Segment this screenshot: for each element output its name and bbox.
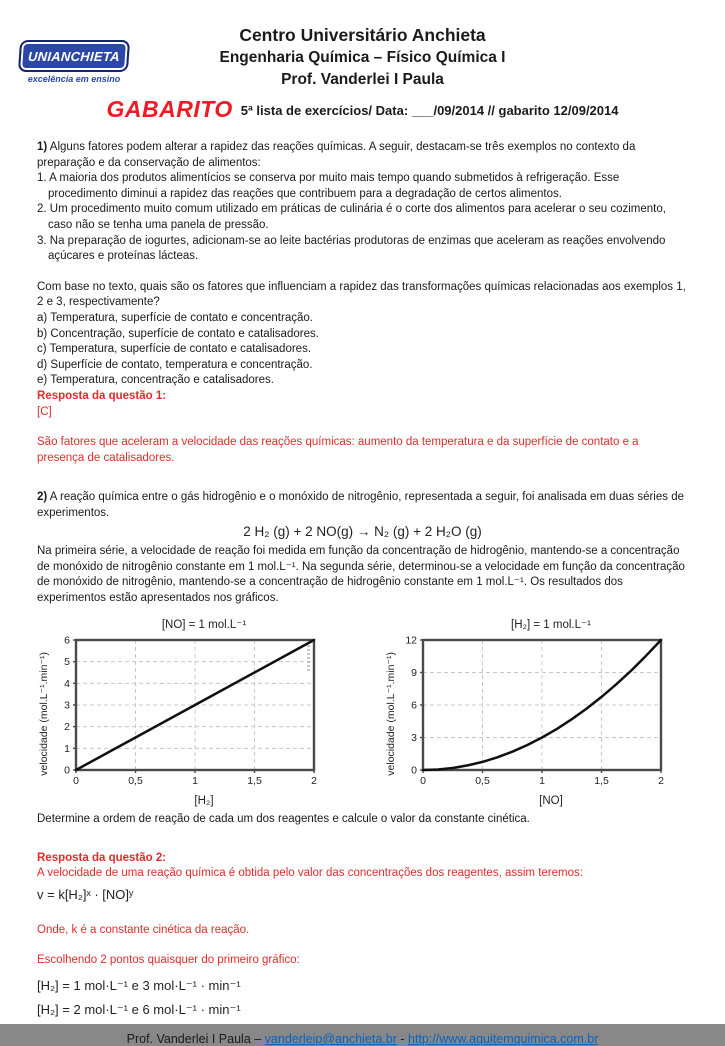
svg-text:3: 3 (63, 699, 70, 712)
svg-text:12: 12 (404, 634, 417, 647)
question-2-intro: 2) A reação química entre o gás hidrogênio e o monóxido de nitrogênio, representada a seguir, foi analisada em duas séries de experimentos. (37, 491, 684, 519)
alternative-d: d) Superfície de contato, temperatura e concentração. (37, 358, 313, 371)
chart-no-title: [H₂] = 1 mol.L⁻¹ (511, 619, 591, 632)
footer-separator: - (396, 1031, 408, 1046)
spacer (37, 828, 688, 851)
spacer (37, 265, 688, 280)
svg-text:2: 2 (310, 775, 317, 788)
example-item-3: 3. Na preparação de iogurtes, adicionam-se ao leite bactérias produtoras de enzimas que aceleram as reações envolvendo açúcares e proteínas lácteas. (37, 234, 666, 263)
svg-text:1: 1 (191, 775, 198, 788)
svg-text:3: 3 (410, 732, 417, 745)
spacer (37, 420, 688, 435)
gabarito-row (37, 96, 688, 123)
kinetic-constant-note: Onde, k é a constante cinética da reação. (37, 923, 250, 936)
question-2-body: Na primeira série, a velocidade de reação foi medida em função da concentração de hidrogênio, mantendo-se a concentração de monóxido de nitrogênio constante em 1 mol.L⁻¹. Na segunda série, determinou-se a velocidade em função da concentração de monóxido de nitrogênio, mantendo-se a concentração de hidrogênio constante em 1 mol.L⁻¹. Os resultados dos experimentos estão apresentados nos gráficos. (37, 545, 685, 604)
svg-text:5: 5 (63, 656, 70, 669)
chart-watermark (307, 645, 310, 671)
svg-text:1: 1 (63, 742, 70, 755)
svg-text:0: 0 (410, 764, 417, 777)
spacer (37, 908, 688, 923)
svg-text:4: 4 (63, 677, 70, 690)
svg-text:1: 1 (538, 775, 545, 788)
chart-no (386, 618, 686, 809)
question-1 (37, 140, 688, 466)
unianchieta-logo (19, 40, 129, 84)
x-axis-label: [H₂] (194, 794, 214, 807)
alternative-e: e) Temperatura, concentração e catalisadores. (37, 374, 274, 387)
point-2: [H₂] = 2 mol·L⁻¹ e 6 mol·L⁻¹ · min⁻¹ (37, 1002, 241, 1018)
chart-h2-title: [NO] = 1 mol.L⁻¹ (161, 619, 247, 632)
chart-no-plot (398, 635, 669, 794)
logo-tagline: excelência em ensino (27, 74, 121, 84)
x-axis-label: [NO] (539, 794, 563, 807)
svg-text:0,5: 0,5 (127, 775, 143, 788)
answer-1-explanation: São fatores que aceleram a velocidade das reações químicas: aumento da temperatura e da superfície de contato e a presença de catalisadores. (37, 436, 639, 464)
determine-prompt: Determine a ordem de reação de cada um dos reagentes e calcule o valor da constante cinética. (37, 813, 530, 826)
gabarito-label: GABARITO (106, 96, 233, 122)
professor-name: Prof. Vanderlei I Paula (281, 71, 444, 88)
svg-text:0,5: 0,5 (474, 775, 490, 788)
footer-email-link[interactable]: vanderleip@anchieta.br (264, 1031, 397, 1046)
point-1: [H₂] = 1 mol·L⁻¹ e 3 mol·L⁻¹ · min⁻¹ (37, 977, 241, 993)
chart-h2-plot (51, 635, 322, 794)
course-subtitle: Engenharia Química – Físico Química I (219, 49, 506, 66)
footer-site-link[interactable]: http://www.aquitemquimica.com.br (408, 1031, 599, 1046)
question-2-number: 2) (37, 491, 48, 504)
svg-text:0: 0 (72, 775, 79, 788)
svg-text:2: 2 (657, 775, 664, 788)
alternative-b: b) Concentração, superfície de contato e catalisadores. (37, 327, 319, 340)
rate-law-formula: v = k[H₂]ˣ · [NO]ʸ (37, 887, 134, 902)
footer-prefix: Prof. Vanderlei I Paula – (126, 1031, 265, 1046)
header (27, 24, 688, 123)
question-1-number: 1) (37, 141, 48, 153)
page-title: Centro Universitário Anchieta (239, 25, 486, 45)
svg-text:0: 0 (63, 764, 70, 777)
answer-2-label: Resposta da questão 2: (37, 851, 167, 864)
alternative-c: c) Temperatura, superfície de contato e catalisadores. (37, 343, 312, 356)
logo-wordmark: UNIANCHIETA (18, 40, 130, 72)
example-item-2: 2. Um procedimento muito comum utilizado em práticas de culinária é o corte dos alimentos para acelerar o seu cozimento, caso não se tenha uma panela de pressão. (37, 203, 666, 231)
svg-text:6: 6 (63, 634, 70, 647)
svg-text:0: 0 (419, 775, 426, 788)
example-item-1: 1. A maioria dos produtos alimentícios se conserva por muito mais tempo quando submetidos à refrigeração. Esse procedimento diminui a rapidez das reações que contribuem para a degradação de certos alimentos. (37, 172, 620, 200)
footer (37, 1032, 688, 1046)
answer-1-choice: [C] (37, 405, 52, 418)
choose-points-note: Escolhendo 2 pontos quaisquer do primeiro gráfico: (37, 954, 300, 967)
charts-row (37, 618, 688, 809)
chart-h2 (39, 618, 339, 809)
answer-2-intro: A velocidade de uma reação química é obtida pelo valor das concentrações dos reagentes, assim teremos: (37, 867, 583, 880)
svg-text:1,5: 1,5 (593, 775, 609, 788)
svg-text:9: 9 (410, 667, 417, 680)
spacer (37, 938, 688, 953)
question-1-stem: Com base no texto, quais são os fatores que influenciam a rapidez das transformações químicas relacionadas aos exemplos 1, 2 e 3, respectivamente? (37, 280, 686, 309)
svg-text:2: 2 (63, 721, 70, 734)
question-2 (37, 490, 688, 1018)
question-1-intro: 1) Alguns fatores podem alterar a rapidez das reações químicas. A seguir, destacam-se três exemplos no contexto da preparação e da conservação de alimentos: (37, 141, 636, 169)
alternative-a: a) Temperatura, superfície de contato e concentração. (37, 311, 313, 324)
list-info: 5ª lista de exercícios/ Data: ___/09/2014 // gabarito 12/09/2014 (240, 103, 619, 118)
svg-text:1,5: 1,5 (246, 775, 262, 788)
answer-1-label: Resposta da questão 1: (37, 389, 167, 402)
reaction-equation: 2 H₂ (g) + 2 NO(g) → N₂ (g) + 2 H₂O (g) (243, 524, 482, 540)
y-axis-label: velocidade (mol.L⁻¹.min⁻¹) (38, 652, 50, 777)
y-axis-label: velocidade (mol.L⁻¹.min⁻¹) (385, 652, 397, 777)
svg-text:6: 6 (410, 699, 417, 712)
